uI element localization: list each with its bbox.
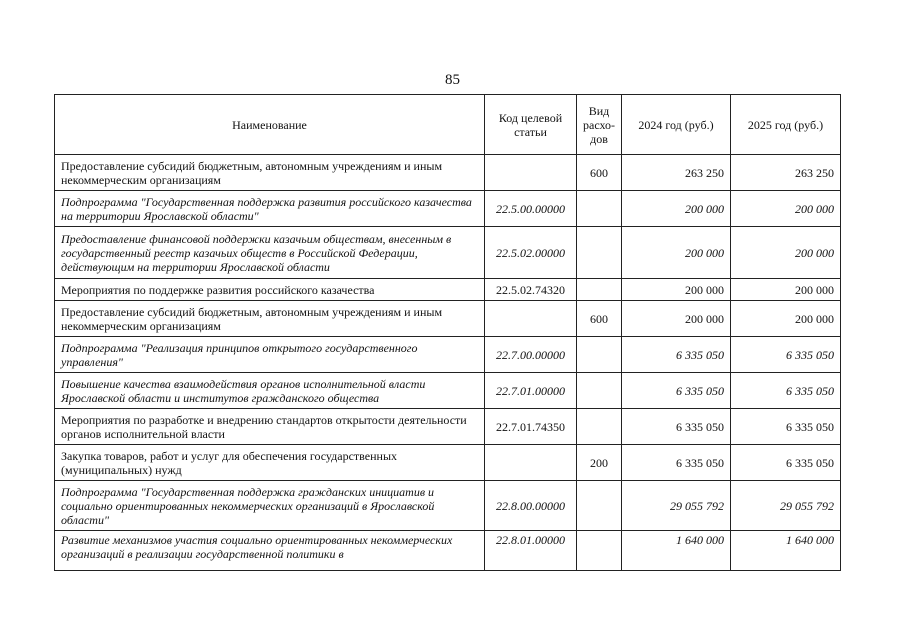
row-2025-cell: 29 055 792 — [731, 481, 841, 531]
row-type-cell: 600 — [577, 301, 622, 337]
table-row — [55, 279, 841, 301]
row-type-cell — [577, 531, 622, 571]
table-row — [55, 155, 841, 191]
table-row — [55, 445, 841, 481]
header-code: Код целевой статьи — [485, 95, 577, 155]
row-2024-cell: 6 335 050 — [622, 337, 731, 373]
table-row — [55, 227, 841, 279]
row-2025-cell: 6 335 050 — [731, 445, 841, 481]
table-body — [55, 155, 841, 571]
row-type-cell — [577, 227, 622, 279]
row-2024-cell: 200 000 — [622, 301, 731, 337]
row-2025-cell: 200 000 — [731, 301, 841, 337]
table-row — [55, 337, 841, 373]
table-row — [55, 191, 841, 227]
row-type-cell — [577, 409, 622, 445]
row-2025-cell: 200 000 — [731, 279, 841, 301]
row-code-cell: 22.8.00.00000 — [485, 481, 577, 531]
row-2024-cell: 200 000 — [622, 279, 731, 301]
row-name-cell: Подпрограмма "Государственная поддержка развития российского казачества на территории Ярославской области" — [55, 191, 485, 227]
row-code-cell: 22.5.00.00000 — [485, 191, 577, 227]
row-type-cell — [577, 279, 622, 301]
row-name-cell: Развитие механизмов участия социально ориентированных некоммерческих организаций в реализации государственной политики в — [55, 531, 485, 571]
header-row — [55, 95, 841, 155]
row-2025-cell: 200 000 — [731, 191, 841, 227]
table-row — [55, 373, 841, 409]
row-name-cell: Повышение качества взаимодействия органов исполнительной власти Ярославской области и институтов гражданского общества — [55, 373, 485, 409]
row-2024-cell: 263 250 — [622, 155, 731, 191]
row-type-cell — [577, 373, 622, 409]
row-name-cell: Предоставление субсидий бюджетным, автономным учреждениям и иным некоммерческим организациям — [55, 155, 485, 191]
table-row — [55, 531, 841, 571]
budget-table — [54, 94, 841, 571]
row-type-cell — [577, 337, 622, 373]
row-type-cell: 200 — [577, 445, 622, 481]
row-name-cell: Подпрограмма "Государственная поддержка гражданских инициатив и социально ориентированных некоммерческих организаций в Ярославской области" — [55, 481, 485, 531]
table-row — [55, 301, 841, 337]
row-name-cell: Подпрограмма "Реализация принципов открытого государственного управления" — [55, 337, 485, 373]
row-2024-cell: 1 640 000 — [622, 531, 731, 571]
header-2024: 2024 год (руб.) — [622, 95, 731, 155]
row-2024-cell: 6 335 050 — [622, 373, 731, 409]
row-2024-cell: 29 055 792 — [622, 481, 731, 531]
row-2025-cell: 6 335 050 — [731, 337, 841, 373]
page-number: 85 — [445, 72, 460, 88]
row-2025-cell: 6 335 050 — [731, 409, 841, 445]
row-2024-cell: 6 335 050 — [622, 445, 731, 481]
header-name: Наименование — [55, 95, 485, 155]
row-code-cell — [485, 445, 577, 481]
row-name-cell: Предоставление финансовой поддержки казачьим обществам, внесенным в государственный реестр казачьих обществ в Российской Федерации, действующим на территории Ярославской области — [55, 227, 485, 279]
row-2024-cell: 200 000 — [622, 191, 731, 227]
table-row — [55, 481, 841, 531]
row-name-cell: Предоставление субсидий бюджетным, автономным учреждениям и иным некоммерческим организациям — [55, 301, 485, 337]
row-code-cell — [485, 155, 577, 191]
row-2025-cell: 263 250 — [731, 155, 841, 191]
row-code-cell: 22.7.00.00000 — [485, 337, 577, 373]
row-type-cell: 600 — [577, 155, 622, 191]
row-code-cell: 22.5.02.74320 — [485, 279, 577, 301]
row-code-cell: 22.7.01.74350 — [485, 409, 577, 445]
table-row — [55, 409, 841, 445]
row-2025-cell: 1 640 000 — [731, 531, 841, 571]
row-2025-cell: 6 335 050 — [731, 373, 841, 409]
row-name-cell: Мероприятия по поддержке развития российского казачества — [55, 279, 485, 301]
row-name-cell: Закупка товаров, работ и услуг для обеспечения государственных (муниципальных) нужд — [55, 445, 485, 481]
row-name-cell: Мероприятия по разработке и внедрению стандартов открытости деятельности органов исполнительной власти — [55, 409, 485, 445]
row-2024-cell: 200 000 — [622, 227, 731, 279]
header-2025: 2025 год (руб.) — [731, 95, 841, 155]
header-type: Вид расхо-дов — [577, 95, 622, 155]
row-code-cell: 22.5.02.00000 — [485, 227, 577, 279]
row-code-cell — [485, 301, 577, 337]
row-code-cell: 22.8.01.00000 — [485, 531, 577, 571]
row-type-cell — [577, 481, 622, 531]
row-2024-cell: 6 335 050 — [622, 409, 731, 445]
row-2025-cell: 200 000 — [731, 227, 841, 279]
row-type-cell — [577, 191, 622, 227]
row-code-cell: 22.7.01.00000 — [485, 373, 577, 409]
